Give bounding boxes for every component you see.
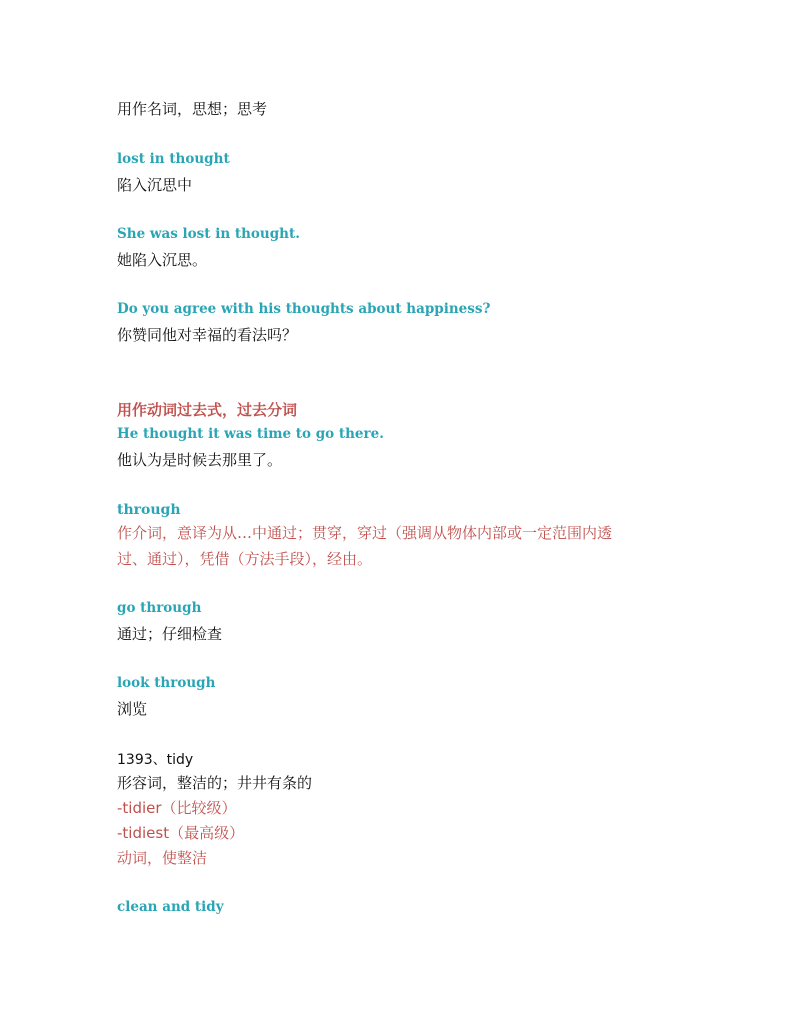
example-sentence: She was lost in thought. bbox=[117, 226, 300, 242]
verb-heading-text: 用作动词过去式，过去分词 bbox=[117, 401, 298, 419]
verb-meaning: 动词，使整洁 bbox=[117, 849, 208, 867]
phrase-go-through: go through bbox=[117, 600, 202, 616]
word-heading-text: through bbox=[117, 502, 181, 518]
example-sentence: He thought it was time to go there. bbox=[117, 426, 384, 442]
phrase-translation: 陷入沉思中 bbox=[117, 176, 193, 194]
phrase-lost-in-thought: lost in thought bbox=[117, 151, 230, 167]
verb-heading bbox=[117, 399, 297, 420]
phrase-look-through: look through bbox=[117, 675, 216, 691]
comparative-form: -tidier（比较级） bbox=[117, 799, 237, 817]
noun-meaning: 用作名词，思想；思考 bbox=[117, 100, 268, 118]
adjective-meaning: 形容词，整洁的；井井有条的 bbox=[117, 774, 313, 792]
phrase-clean-and-tidy: clean and tidy bbox=[117, 899, 224, 915]
superlative-form: -tidiest（最高级） bbox=[117, 824, 245, 842]
example-sentence: Do you agree with his thoughts about happiness? bbox=[117, 301, 491, 317]
example-translation: 她陷入沉思。 bbox=[117, 251, 208, 269]
example-translation: 你赞同他对幸福的看法吗？ bbox=[117, 326, 298, 344]
word-heading-through bbox=[117, 499, 181, 518]
entry-heading-tidy: 1393、tidy bbox=[117, 752, 194, 768]
definition-line: 作介词，意译为从…中通过；贯穿，穿过（强调从物体内部或一定范围内透 bbox=[117, 524, 613, 542]
definition-line: 过、通过），凭借（方法手段），经由。 bbox=[117, 550, 373, 568]
example-translation: 他认为是时候去那里了。 bbox=[117, 451, 283, 469]
phrase-translation: 通过；仔细检查 bbox=[117, 625, 223, 643]
phrase-translation: 浏览 bbox=[117, 700, 148, 718]
